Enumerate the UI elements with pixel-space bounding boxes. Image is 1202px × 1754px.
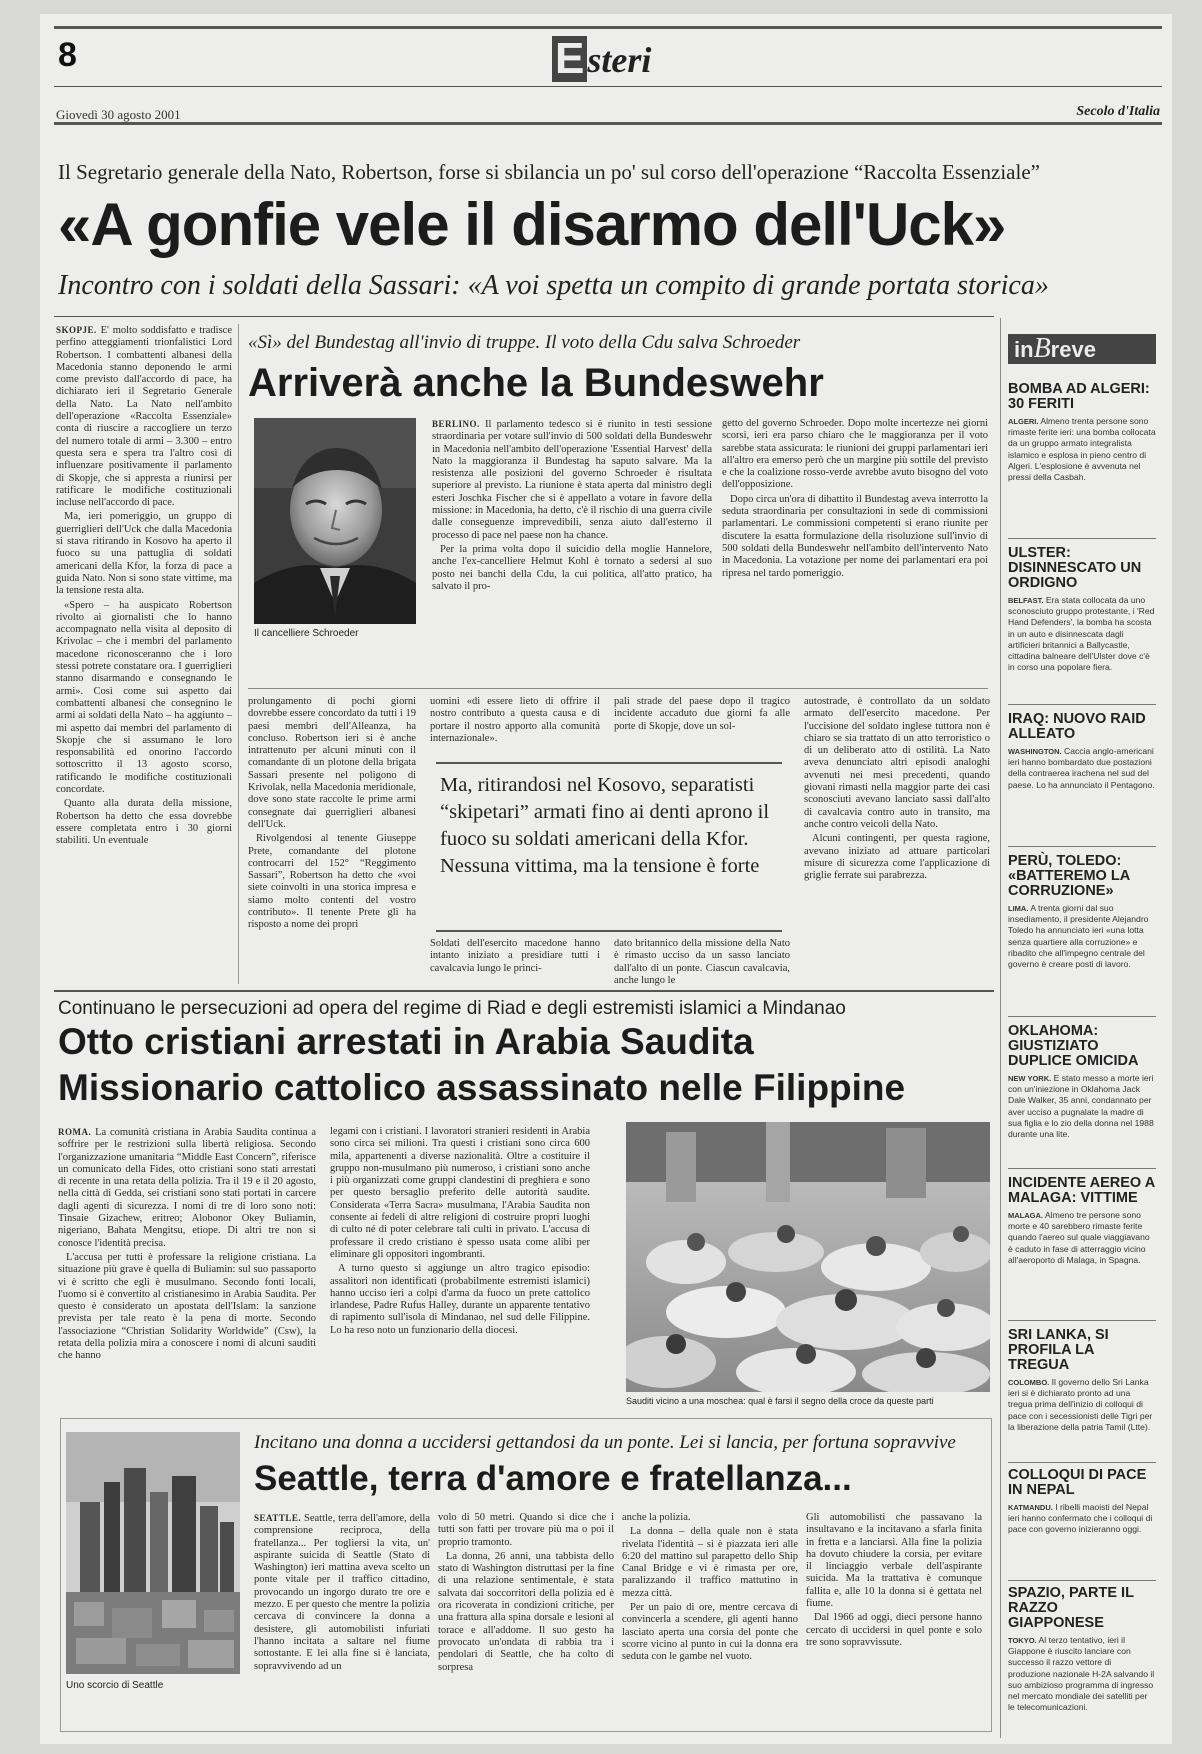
paragraph: Ma, ieri pomeriggio, un gruppo di guerriglieri dell'Uck che dalla Macedonia si stava ritirando in Kosovo ha aperto il fuoco su una pattuglia di soldati americani della Kfor, la forza di pace a guida Nato. Non si sono state vittime, ma la tensione resta alta. <box>56 511 232 597</box>
brief-title: COLLOQUI DI PACE IN NEPAL <box>1008 1467 1147 1498</box>
in-breve-b: B <box>1033 333 1051 364</box>
page-number: 8 <box>58 36 77 74</box>
brief-item <box>1008 382 1156 483</box>
paragraph: uomini «di essere lieto di offrire il nostro contributo a questa causa e di portare il nostro apporto alla comunità internazionale». <box>430 696 600 744</box>
saudi-kicker: Continuano le persecuzioni ad opera del regime di Riad e degli estremisti islamici a Mindanao <box>58 998 846 1019</box>
brief-city: ALGERI. <box>1008 417 1039 426</box>
brief-city: MALAGA. <box>1008 1211 1043 1220</box>
paragraph: Dal 1966 ad oggi, dieci persone hanno cercato di uccidersi in quel ponte e solo tre sono sopravvissute. <box>806 1612 982 1648</box>
pullquote: Ma, ritirandosi nel Kosovo, separatisti “skipetari” armati fino ai denti aprono il fuoco su soldati americani della Kfor. Nessuna vittima, ma la tensione è forte <box>440 774 770 877</box>
paragraph: La comunità cristiana in Arabia Saudita continua a soffrire per le restrizioni sulla libertà religiosa. Secondo l'organizzazione umanitaria “Middle East Concern”, riferisce un comunicato della Fides, otto cristiani sono stati arrestati di recente in una retata della polizia. Tra il 19 e il 20 agosto, nella città di Gedda, sei cristiani sono stati portati in carcere dagli agenti di sicurezza. I nomi di tre di loro sono noti: Tinsaie Gizachew, eritreo; Alobonor Okey Buliamin, nigeriano, Bahata Mengitsu, etiope. Di altri tre non si conosce l'identità precisa. <box>58 1127 316 1249</box>
brief-text: E stato messo a morte ieri con un'iniezione in Oklahoma Jack Dale Walker, 35 anni, condannato per aver ucciso a pugnalate la madre di sua figlia e lo zio della donna nel 1988 durante una lite. <box>1008 1073 1154 1140</box>
section-initial: E <box>552 36 587 82</box>
saudi-top-rule <box>54 990 994 992</box>
brief-title: INCIDENTE AEREO A MALAGA: VITTIME <box>1008 1175 1155 1206</box>
sidebar-divider <box>1000 318 1001 1738</box>
brief-text: I ribelli maoisti del Nepal ieri hanno confermato che i colloqui di pace con governo inizieranno oggi. <box>1008 1502 1153 1535</box>
bundeswehr-bottom-rule <box>248 688 988 689</box>
brief-item <box>1008 1328 1156 1433</box>
brief-item <box>1008 854 1156 970</box>
paragraph: prolungamento di pochi giorni dovrebbe essere concordato da tutti i 19 paesi membri dell'Alleanza, ha concluso. Robertson ieri si è anche intrattenuto per alcuni minuti con il comandante di un plotone della brigata Sassari presente nel poligono di Krivolak, nella Macedonia meridionale, dove sono state raccolte le prime armi consegnate dai guerriglieri albanesi dell'Uck. <box>248 696 416 830</box>
brief-text: Almeno tre persone sono morte e 40 sarebbero rimaste ferite quando l'aereo sul quale viaggiavano è caduto in fase di atterraggio vicino all'aeroporto di Malaga, in Spagna. <box>1008 1210 1150 1265</box>
top-story-rule <box>54 316 994 317</box>
header-top-rule <box>54 26 1162 29</box>
paragraph: anche la polizia. <box>622 1512 691 1523</box>
paragraph: Il parlamento tedesco si è riunito in testi sessione straordinaria per votare sull'invio di 500 soldati della Bundeswehr in Macedonia nell'ambito dell'operazione 'Essential Harvest' della Nato la maggioranza il Bundestag ha saputo salvare. Ma la resistenza alle posizioni del governo Schroeder è risultata superiore al previsto. La riunione è stata aperta dal ministro degli esteri Joschka Fischer che si è appellato a votare in favore della missione: in Macedonia, ha detto, c'è il rischio di una guerra civile dalle conseguenze imprevedibili, senza aiuto dall'esterno il processo di pace nel paese non ha chance. <box>432 419 712 541</box>
brief-title: SRI LANKA, SI PROFILA LA TREGUA <box>1008 1327 1109 1373</box>
paragraph: A turno questo si aggiunge un altro tragico episodio: assalitori non identificati (probabilmente estremisti islamici) hanno ucciso ieri a colpi d'arma da fuoco un prete cattolico irlandese, Padre Rufus Halley, durante un apparente tentativo di rapimento sull'isola di Mindanao, nel sud delle Filippine. Lo ha reso noto un funzionario della diocesi. <box>330 1263 590 1336</box>
paragraph: autostrade, è controllato da un soldato armato dell'esercito macedone. Per l'uccisione del soldato inglese tuttora non è chiaro se sia trattato di un atto terroristico o di un deliberato atto di ostilità. La Nato aveva denunciato altri episodi analoghi avvenuti nei mesi precedenti, quando giovani rimasti nella maggior parte dei casi sconosciuti avevano lanciato sassi dall'alto di cavalcavia contro auto in transito, ma anche contro veicoli della Nato. <box>804 696 990 830</box>
paragraph: Per un paio di ore, mentre cercava di convincerla a scendere, gli agenti hanno lasciato aperta una corsia del ponte che scorre vicino al punto in cui la donna era seduta con le gambe nel vuoto. <box>622 1602 798 1663</box>
brief-title: OKLAHOMA: GIUSTIZIATO DUPLICE OMICIDA <box>1008 1023 1139 1069</box>
dateline: BERLINO. <box>432 419 480 429</box>
portrait-image <box>254 418 416 624</box>
brief-text: A trenta giorni dal suo insediamento, il presidente Alejandro Toledo ha annunciato ieri «una lotta senza quartiere alla corruzione» e ribadito che all'impegno centrale del governo è creare posti di lavoro. <box>1008 903 1149 970</box>
dateline: ROMA. <box>58 1127 92 1137</box>
seattle-col-1 <box>254 1512 430 1722</box>
brief-divider <box>1008 846 1156 847</box>
brief-divider <box>1008 1580 1156 1581</box>
brief-city: COLOMBO. <box>1008 1378 1050 1387</box>
paragraph: getto del governo Schroeder. Dopo molte incertezze nei giorni scorsi, ieri era parso chiaro che le maggioranza per il voto sarebbe stata assicurata: le riunioni dei gruppi parlamentari ieri all'altro era emerso però che un margine più sottile del previsto e che la coalizione rosso-verde avrebbe avuto bisogno del voto dell'opposizione. <box>722 418 988 491</box>
paragraph: volo di 50 metri. Quando si dice che i tutti son fatti per trovare più ma o poi il proprio tramonto. <box>438 1512 614 1548</box>
saudi-headline-1: Otto cristiani arrestati in Arabia Saudita <box>58 1021 754 1062</box>
column-divider <box>238 324 239 984</box>
paragraph: Dopo circa un'ora di dibattito il Bundestag aveva interrotto la seduta straordinaria per consultazioni in sede di commissioni parlamentari. Le commissioni competenti si erano riunite per discutere la esatta formulazione della risoluzione sull'invio di 500 soldati della Bundeswehr nell'ambito dell'intervento Nato in Macedonia. La votazione per nome dei parlamentari era poi ripresa nel tardo pomeriggio. <box>722 493 988 579</box>
issue-date: Giovedì 30 agosto 2001 <box>56 107 181 122</box>
top-story-col-1 <box>56 324 232 984</box>
brief-divider <box>1008 1320 1156 1321</box>
brief-text: Almeno trenta persone sono rimaste ferite ieri: una bomba collocata da un gruppo armato integralista islamico e esplosa in pieno centro di Algeri. L'esplosione è avvenuta nel pressi della Casbah. <box>1008 416 1156 483</box>
brief-item <box>1008 1024 1156 1140</box>
brief-divider <box>1008 1462 1156 1463</box>
paragraph: legami con i cristiani. I lavoratori stranieri residenti in Arabia sono circa sei milioni. Tra questi i cristiani sono circa 600 mila, appartenenti a diverse nazionalità. Oltre a costituire il gruppo non-musulmano più numeroso, i cristiani sono anche i più organizzati come gruppi clandestini di preghiera e sono per questo bersaglio preferito delle autorità saudite. Considerata «Terra Sacra» musulmana, l'Arabia Saudita non consente ai fedeli di altre religioni di costruire propri luoghi di culto né di poter celebrare tali culti in privato. L'accusa di professare il credo cristiano è spesso usata come alibi per eliminare gli oppositori ingombranti. <box>330 1126 590 1260</box>
brief-title: ULSTER: DISINNESCATO UN ORDIGNO <box>1008 545 1142 591</box>
paragraph: L'accusa per tutti è professare la religione cristiana. La situazione più grave è quella di Buliamin: sul suo passaporto vi è scritto che egli è musulmano. Secondo fonti locali, l'uomo si è convertito al cristianesimo in Arabia Saudita. Per questo è considerato un apostata dell'Islam: la sanzione prevista per tale reato è la pena di morte. Secondo l'associazione “Christian Solidarity Worldwide” (Csw), la retata della polizia mira a conoscere i nomi di alcuni sauditi che hanno <box>58 1251 316 1362</box>
seattle-photo-caption: Uno scorcio di Seattle <box>66 1680 164 1691</box>
seattle-col-4 <box>806 1512 982 1722</box>
pullquote-box <box>436 762 782 932</box>
section-name: steri <box>587 40 652 80</box>
paragraph: Quanto alla durata della missione, Robertson ha detto che essa dovrebbe essere completata entro i 30 giorni stabiliti. Un eventuale <box>56 798 232 847</box>
brief-item <box>1008 712 1156 791</box>
bundeswehr-headline: Arriverà anche la Bundeswehr <box>248 361 824 405</box>
top-story-col-3-bottom <box>430 938 600 990</box>
paragraph: La donna – della quale non è stata rivelata l'identità – si è piazzata ieri alle 6:20 del mattino sul parapetto dello Ship Canal Bridge e vi è rimasta per ore, paralizzando il traffico mattutino in mezza città. <box>622 1526 798 1599</box>
masthead: Secolo d'Italia <box>1076 104 1160 119</box>
mosque-crowd-image <box>626 1122 990 1392</box>
top-story-kicker: Il Segretario generale della Nato, Robertson, forse si sbilancia un po' sul corso dell'operazione “Raccolta Essenziale” <box>58 160 1040 184</box>
in-breve-rest: reve <box>1050 337 1096 362</box>
brief-divider <box>1008 704 1156 705</box>
brief-text: Caccia anglo-americani ieri hanno bombardato due postazioni della contraerea irachena nel sud del paese. Lo ha annunciato il Pentagono. <box>1008 746 1155 790</box>
header-bottom-rule <box>54 122 1162 125</box>
top-story-col-4-bottom <box>614 938 790 990</box>
top-story-col-4-top <box>614 696 790 758</box>
paragraph: Alcuni contingenti, per questa ragione, avevano iniziato ad attuare particolari misure di sicurezza come l'applicazione di griglie ferrate sui parabrezza. <box>804 833 990 882</box>
saudi-col-1 <box>58 1126 316 1408</box>
section-title <box>552 36 651 84</box>
brief-city: NEW YORK. <box>1008 1074 1052 1083</box>
header-mid-rule <box>54 86 1162 87</box>
in-breve-in: in <box>1014 337 1034 362</box>
paragraph: E' molto soddisfatto e tradisce perfino atteggiamenti trionfalistici Lord Robertson. I combattenti albanesi della Macedonia stanno deponendo le armi come previsto dall'accordo di pace, ha dichiarato ieri il Segretario Generale della Nato. La Nato nell'ambito dell'operazione «Raccolta Essenziale» conta di riuscire a raccogliere un terzo del numero totale di armi – 3.300 – entro questa sera e spera tra l'altro così di influenzare positivamente il parlamento di Skopje, che si appresta a riunirsi per ratificare le modifiche costituzionali incluse nell'accordo di pace. <box>56 325 232 509</box>
top-story-col-5 <box>804 696 990 990</box>
saudi-photo <box>626 1122 990 1392</box>
brief-title: SPAZIO, PARTE IL RAZZO GIAPPONESE <box>1008 1585 1134 1631</box>
dateline: SKOPJE. <box>56 325 97 335</box>
seattle-photo <box>66 1432 240 1674</box>
paragraph: dato britannico della missione della Nato è rimasto ucciso da un sasso lanciato dall'alto di un ponte. Ciascun cavalcavia, anche lungo le <box>614 938 790 986</box>
top-story-col-3-top <box>430 696 600 758</box>
brief-city: WASHINGTON. <box>1008 747 1062 756</box>
seattle-col-3 <box>622 1512 798 1722</box>
in-breve-header <box>1008 334 1156 364</box>
top-story-subhead: Incontro con i soldati della Sassari: «A voi spetta un compito di grande portata storica» <box>58 270 1049 301</box>
brief-text: Al terzo tentativo, ieri il Giappone è riuscito lanciare con successo il razzo vettore di produzione nazionale H-2A salvando il suo ambizioso programma di ingresso nel mercato mondiale dei satelliti per le telecomunicazioni. <box>1008 1635 1155 1713</box>
paragraph: «Spero – ha auspicato Robertson rivolto ai giornalisti che lo hanno accompagnato nella visita al deposito di Krivolac – che i membri del parlamento macedone riconosceranno che i loro stessi potrete constatare ora. I guerriglieri stanno disarmando e consegnando le armi». Così come sui aspetto dai combattenti albanesi che consegnino le armi ai soldati della Nato – ha aggiunto – mi aspetto dai membri del parlamento di Skopje che si assumano le loro responsabilità ed onorino l'accordo sottoscritto il 13 agosto scorso, ratificando le modifiche costituzionali concordate. <box>56 599 232 795</box>
brief-divider <box>1008 538 1156 539</box>
brief-city: TOKYO. <box>1008 1636 1037 1645</box>
paragraph: Rivolgendosi al tenente Giuseppe Prete, comandante del plotone controcarri del 152° “Reggimento Sassari”, Robertson ha detto che «voi siete coinvolti in una storica impresa e siamo molto contenti del vostro contributo». Il tenente Prete gli ha risposto a nome dei propri <box>248 833 416 931</box>
brief-item <box>1008 1586 1156 1713</box>
paragraph: Seattle, terra dell'amore, della comprensione reciproca, della fratellanza... Per togliersi la vita, un' aspirante suicida di Seattle (Stato di Washington) ieri mattina aveva scelto un ponte vitale per il traffico cittadino, provocando un ingorgo durato tre ore e mezzo. E per questo che mentre la polizia cercava di convincere la donna a desistere, gli automobilisti infuriati l'hanno incitata a saltare nel fiume sottostante. E lei alla fine si è lanciata, sopravvivendo ad un <box>254 1513 430 1672</box>
paragraph: pali strade del paese dopo il tragico incidente accaduto due giorni fa alle porte di Skopje, dove un sol- <box>614 696 790 732</box>
brief-item <box>1008 1176 1156 1266</box>
brief-item <box>1008 1468 1156 1536</box>
paragraph: Soldati dell'esercito macedone hanno intanto iniziato a presidiare tutti i cavalcavia lungo le princi- <box>430 938 600 974</box>
seattle-col-2 <box>438 1512 614 1722</box>
paragraph: La donna, 26 anni, una tabbista dello stato di Washington distruttasi per la fine di una relazione sentimentale, è stata salvata dai soccorritori della polizia ed è ora ricoverata in condizioni critiche, per una frattura alla spina dorsale e lesioni al torace e all'addome. Il suo gesto ha provocato un'ondata di rabbia tra i pendolari di Seattle, che ha colto di sorpresa <box>438 1550 614 1673</box>
paragraph: Per la prima volta dopo il suicidio della moglie Hannelore, anche l'ex-cancelliere Helmut Kohl è tornato a sedersi al suo posto nei banchi della Cdu, la cui politica, all'atto pratico, ha salvato il pro- <box>432 543 712 592</box>
newspaper-page <box>40 14 1172 1744</box>
brief-city: KATMANDU. <box>1008 1503 1053 1512</box>
saudi-photo-caption: Sauditi vicino a una moschea: qual è farsi il segno della croce da queste parti <box>626 1396 934 1406</box>
brief-text: Il governo dello Sri Lanka ieri si è dichiarato pronto ad una tregua prima dell'inizio di colloqui di pace con i secessionisti delle Tigri per la liberazione della patria Tamil (Ltte). <box>1008 1377 1153 1432</box>
saudi-col-2 <box>330 1126 590 1408</box>
brief-divider <box>1008 1016 1156 1017</box>
top-story-headline: «A gonfie vele il disarmo dell'Uck» <box>58 191 1006 258</box>
brief-title: IRAQ: NUOVO RAID ALLEATO <box>1008 711 1146 742</box>
top-story-col-2 <box>248 696 416 986</box>
brief-city: BELFAST. <box>1008 596 1044 605</box>
schroeder-photo-caption: Il cancelliere Schroeder <box>254 628 359 639</box>
brief-title: PERÙ, TOLEDO: «BATTEREMO LA CORRUZIONE» <box>1008 853 1130 899</box>
city-skyline-image <box>66 1432 240 1674</box>
brief-text: Era stata collocata da uno sconosciuto gruppo protestante, i 'Red Hand Defenders', la bomba ha scosta in un auto e disinnescata dagli artificieri britannici a Ballycastle, cittadina balneare dell'Ulster dove c'è in corso una popolare fiera. <box>1008 595 1155 673</box>
seattle-kicker: Incitano una donna a uccidersi gettandosi da un ponte. Lei si lancia, per fortuna sopravvive <box>254 1432 956 1453</box>
paragraph: Gli automobilisti che passavano la insultavano e la incitavano a sfarla finita in fretta e a lanciarsi. Alla fine la polizia ha dovuto chiudere la corsia, per evitare il linciaggio verbale dell'aspirante suicida. Ma la trattativa è comunque fallita e, alle 10 la donna si è gettata nel fiume. <box>806 1512 982 1610</box>
brief-divider <box>1008 1168 1156 1169</box>
schroeder-photo <box>254 418 416 624</box>
brief-item <box>1008 546 1156 673</box>
brief-city: LIMA. <box>1008 904 1029 913</box>
brief-title: BOMBA AD ALGERI: 30 FERITI <box>1008 381 1150 412</box>
saudi-headline-2: Missionario cattolico assassinato nelle Filippine <box>58 1067 906 1108</box>
seattle-headline: Seattle, terra d'amore e fratellanza... <box>254 1459 852 1498</box>
dateline: SEATTLE. <box>254 1513 302 1523</box>
bundeswehr-kicker: «Sì» del Bundestag all'invio di truppe. Il voto della Cdu salva Schroeder <box>248 332 801 353</box>
bundeswehr-col-1 <box>432 418 712 638</box>
bundeswehr-col-2 <box>722 418 988 638</box>
